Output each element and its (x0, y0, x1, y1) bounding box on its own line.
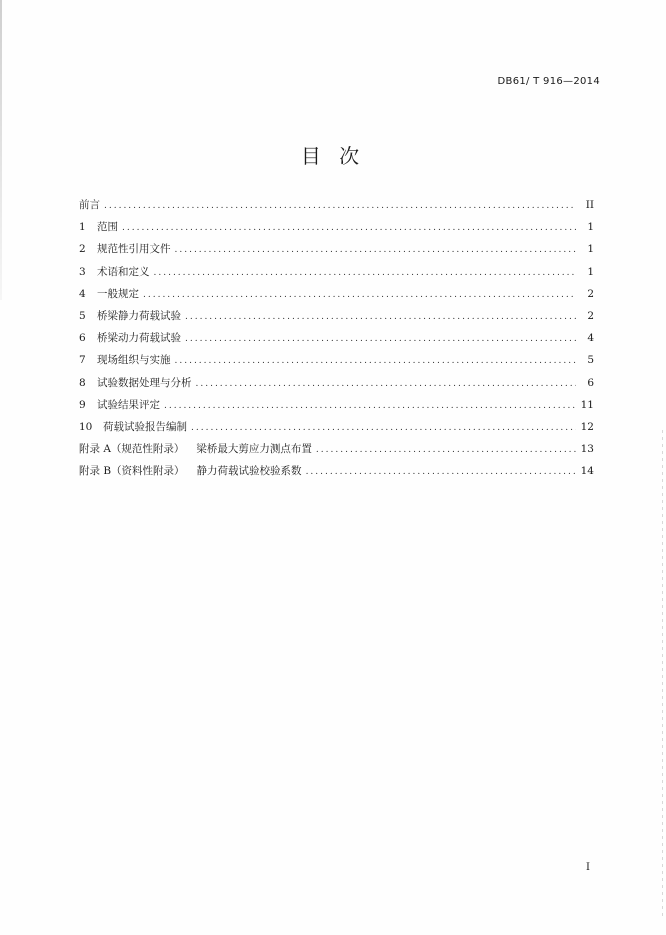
toc-entry-number: 5 (79, 309, 86, 322)
toc-entry-title: 术语和定义 (97, 265, 150, 278)
toc-entry-number: 3 (79, 265, 86, 278)
toc-entry[interactable] (79, 194, 594, 216)
toc-entry-title: 试验数据处理与分析 (97, 376, 192, 389)
toc-entry-title: 一般规定 (97, 287, 139, 300)
toc-entry-number: 1 (79, 221, 86, 234)
toc-entry-label (79, 305, 181, 327)
toc-entry-label (79, 261, 150, 283)
toc-entry-label (79, 460, 302, 482)
toc-entry[interactable] (79, 394, 594, 416)
toc-leader-dots (175, 239, 577, 261)
toc-entry-page: 6 (587, 376, 594, 389)
toc-entry[interactable] (79, 283, 594, 305)
toc-entry-label (79, 416, 187, 438)
toc-entry-page: 11 (580, 398, 594, 411)
toc-entry-title: 现场组织与实施 (97, 354, 171, 367)
toc-entry-label (79, 283, 139, 305)
toc-entry-title: 前言 (79, 199, 100, 211)
toc-entry-page: 1 (587, 265, 594, 278)
toc-entry-title: 桥梁静力荷载试验 (97, 309, 181, 322)
toc-entry-label (79, 349, 171, 371)
toc-leader-dots (185, 328, 576, 350)
toc-entry-number: 9 (79, 398, 86, 411)
page-number: I (586, 862, 590, 873)
toc-entry-number: 附录 A（规范性附录） (79, 443, 185, 456)
toc-entry-page: 13 (580, 443, 594, 456)
toc-leader-dots (175, 350, 577, 372)
toc-entry-title: 静力荷载试验校验系数 (196, 465, 302, 478)
toc-entry-title: 桥梁动力荷载试验 (97, 332, 181, 345)
toc-title: 目 次 (300, 144, 366, 168)
toc-entry-title: 范围 (97, 221, 118, 234)
toc-entry[interactable] (79, 438, 594, 460)
toc-entry-page: 5 (587, 354, 594, 367)
toc-entry-title: 试验结果评定 (97, 398, 160, 411)
toc-leader-dots (316, 439, 576, 461)
toc-entry-label (79, 394, 160, 416)
toc-entry-label (79, 194, 100, 216)
toc-entry-title: 荷载试验报告编制 (103, 420, 187, 433)
toc-entry-label (79, 238, 171, 260)
toc-entry-page: 4 (587, 332, 594, 345)
toc-leader-dots (122, 217, 576, 239)
toc-entry-title: 梁桥最大剪应力测点布置 (196, 443, 312, 456)
toc-entry-number: 4 (79, 287, 86, 300)
toc-entry-number: 附录 B（资料性附录） (79, 465, 185, 478)
toc-entry[interactable] (79, 261, 594, 283)
toc-entry-page: 2 (587, 309, 594, 322)
toc-entry-page: 2 (587, 287, 594, 300)
toc-entry-page: 12 (580, 420, 594, 433)
toc-entry[interactable] (79, 216, 594, 238)
toc-entry-label (79, 327, 181, 349)
toc-entry[interactable] (79, 327, 594, 349)
toc-entry-number: 10 (79, 420, 93, 433)
toc-entry[interactable] (79, 238, 594, 260)
toc-leader-dots (191, 417, 576, 439)
toc-entry-page: II (585, 199, 594, 211)
scan-edge-right (662, 430, 663, 920)
table-of-contents (79, 194, 594, 482)
toc-entry-number: 2 (79, 243, 86, 256)
toc-entry[interactable] (79, 416, 594, 438)
toc-leader-dots (104, 195, 576, 217)
toc-entry[interactable] (79, 460, 594, 482)
toc-entry-number: 7 (79, 354, 86, 367)
toc-entry-label (79, 216, 118, 238)
toc-leader-dots (143, 284, 576, 306)
toc-entry-label (79, 372, 192, 394)
toc-entry[interactable] (79, 305, 594, 327)
toc-leader-dots (164, 395, 576, 417)
toc-entry-page: 1 (587, 243, 594, 256)
toc-entry-number: 6 (79, 332, 86, 345)
toc-leader-dots (185, 306, 576, 328)
toc-entry-page: 1 (587, 221, 594, 234)
toc-entry-label (79, 438, 312, 460)
document-code: DB61/ T 916—2014 (497, 76, 600, 87)
toc-entry[interactable] (79, 372, 594, 394)
toc-entry[interactable] (79, 349, 594, 371)
toc-leader-dots (196, 373, 577, 395)
toc-leader-dots (154, 262, 577, 284)
toc-leader-dots (306, 461, 576, 483)
toc-entry-page: 14 (580, 465, 594, 478)
toc-entry-number: 8 (79, 376, 86, 389)
toc-entry-title: 规范性引用文件 (97, 243, 171, 256)
